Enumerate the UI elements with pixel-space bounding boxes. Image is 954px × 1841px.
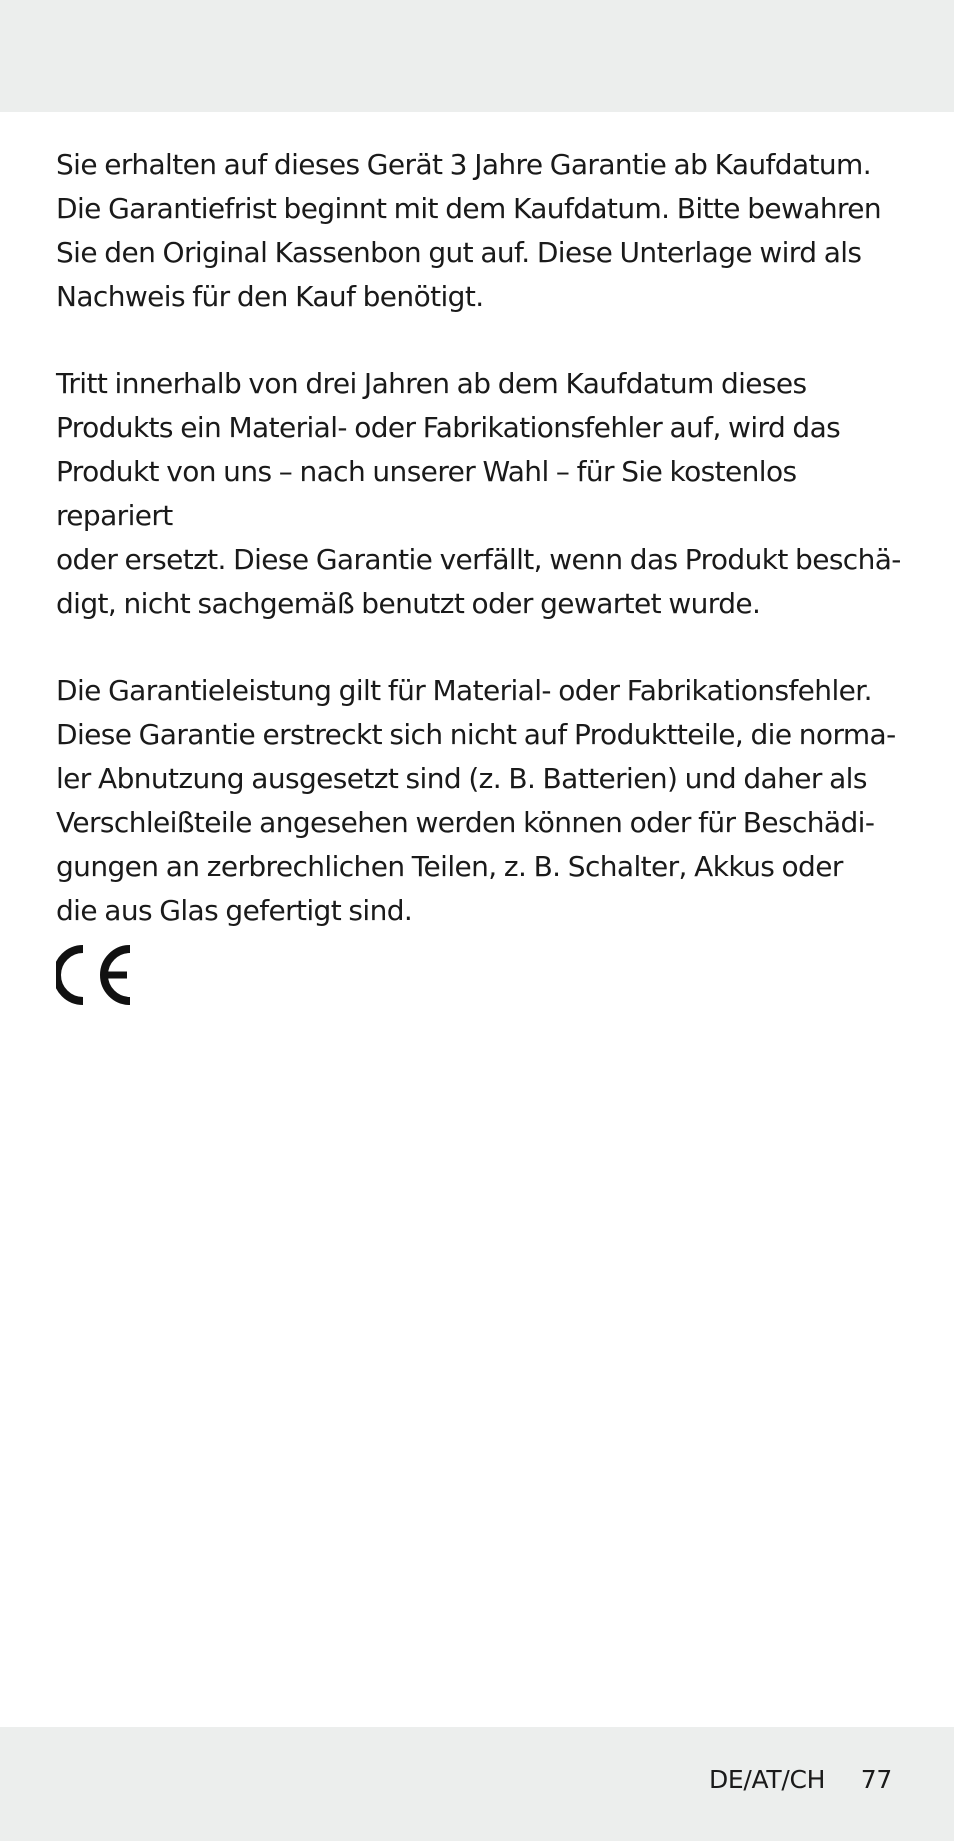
- ce-mark-icon: [56, 945, 136, 1005]
- page-number: 77: [860, 1765, 892, 1794]
- paragraph-exclusions: Die Garantieleistung gilt für Material- oder Fabrikationsfehler. Diese Garantie erstreckt sich nicht auf Produktteile, die norma- ler Abnutzung ausgesetzt sind (z. B. Batterien) und daher als Verschleißteile angesehen werden können oder für Beschädi- gungen an zerbrechlichen Teilen, z. B. Schalter, Akkus oder die aus Glas gefertigt sind.: [56, 674, 896, 927]
- footer-language-codes: DE/AT/CH: [708, 1765, 826, 1794]
- warranty-text: [56, 143, 916, 976]
- page-footer: [709, 1760, 892, 1800]
- paragraph-repair-replace: Tritt innerhalb von drei Jahren ab dem Kaufdatum dieses Produkts ein Material- oder Fabrikationsfehler auf, wird das Produkt von uns – nach unserer Wahl – für Sie kostenlos repariert oder ersetzt. Diese Garantie verfällt, wenn das Produkt beschä- digt, nicht sachgemäß benutzt oder gewartet wurde.: [56, 367, 901, 620]
- paragraph-warranty-period: Sie erhalten auf dieses Gerät 3 Jahre Garantie ab Kaufdatum. Die Garantiefrist beginnt mit dem Kaufdatum. Bitte bewahren Sie den Original Kassenbon gut auf. Diese Unterlage wird als Nachweis für den Kauf benötigt.: [56, 148, 882, 313]
- header-band: [0, 0, 954, 112]
